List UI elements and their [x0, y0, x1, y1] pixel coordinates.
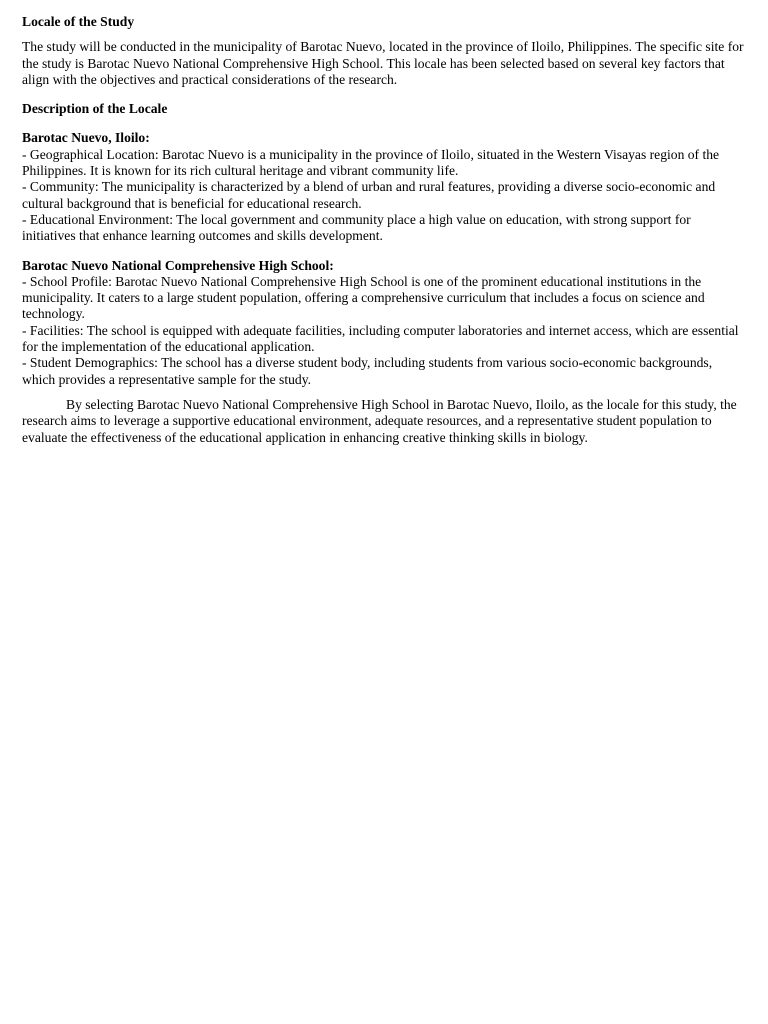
list-item: - Community: The municipality is characterized by a blend of urban and rural features, providing a diverse socio-economic and cultural background that is beneficial for educational research.	[22, 179, 716, 211]
list-item: - Geographical Location: Barotac Nuevo is a municipality in the province of Iloilo, situated in the Western Visayas region of the Philippines. It is known for its rich cultural heritage and vibrant community life.	[22, 146, 720, 179]
list-item: - Educational Environment: The local government and community place a high value on education, with strong support for initiatives that enhance learning outcomes and skills development.	[22, 211, 691, 244]
list-item: - Student Demographics: The school has a diverse student body, including students from various socio-economic backgrounds, which provides a representative sample for the study.	[22, 355, 713, 387]
section-title: Barotac Nuevo National Comprehensive High School:	[22, 257, 334, 273]
section-title: Barotac Nuevo, Iloilo:	[22, 130, 150, 146]
section-barotac-nuevo	[22, 130, 746, 244]
list-item: - Facilities: The school is equipped with adequate facilities, including computer laboratories and internet access, which are essential for the implementation of the educational application.	[22, 322, 739, 355]
intro-paragraph: The study will be conducted in the municipality of Barotac Nuevo, located in the province of Iloilo, Philippines. The specific site for the study is Barotac Nuevo National Comprehensive High School. This locale has been selected based on several key factors that align with the objectives and practical considerations of the research.	[22, 39, 744, 87]
document-page	[22, 14, 746, 455]
section-school	[22, 258, 746, 388]
list-item: - School Profile: Barotac Nuevo National Comprehensive High School is one of the prominent educational institutions in the municipality. It caters to a large student population, offering a comprehensive curriculum that includes a focus on science and technology.	[22, 273, 705, 322]
page-title: Locale of the Study	[22, 14, 135, 29]
conclusion-paragraph: By selecting Barotac Nuevo National Comprehensive High School in Barotac Nuevo, Iloilo, as the locale for this study, the research aims to leverage a supportive educational environment, adequate resources, and a representative student population to evaluate the effectiveness of the educational application in enhancing creative thinking skills in biology.	[22, 396, 737, 445]
description-heading: Description of the Locale	[22, 101, 168, 117]
